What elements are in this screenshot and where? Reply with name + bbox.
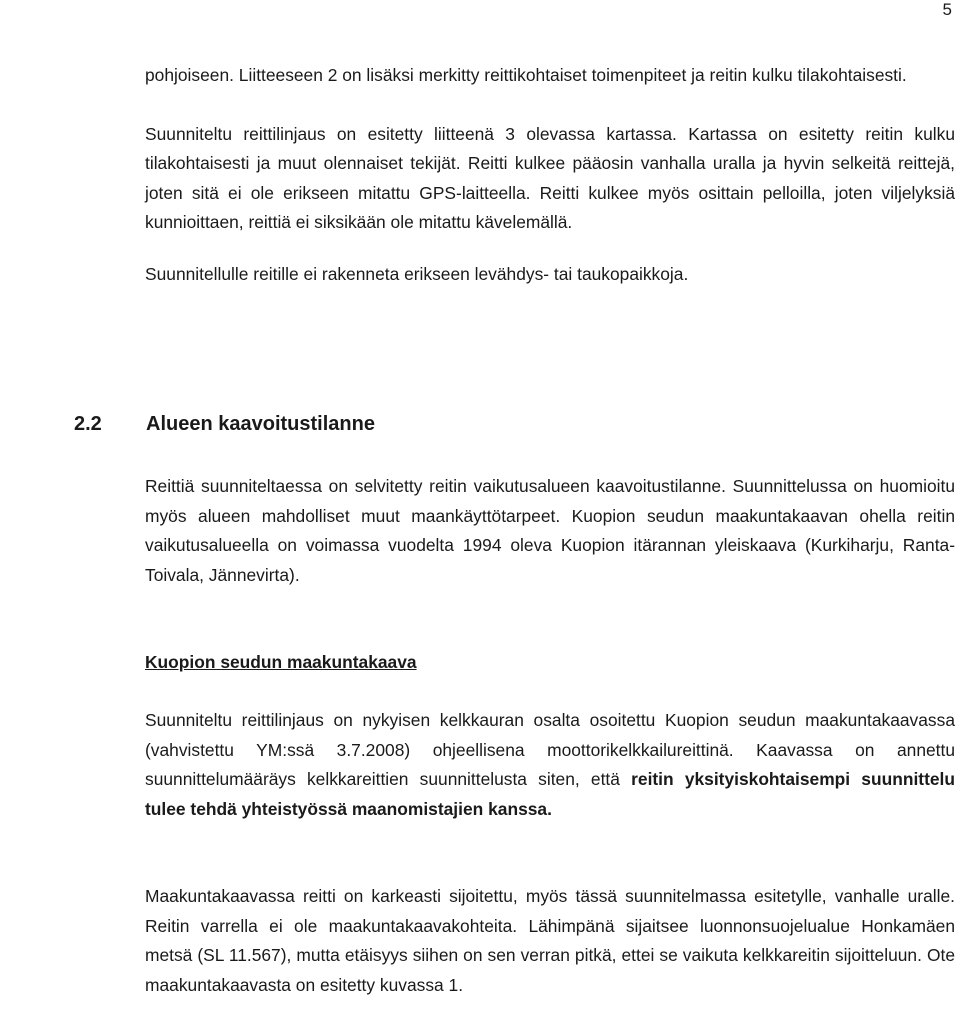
intro-paragraph-3: Suunnitellulle reitille ei rakenneta erikseen levähdys- tai taukopaikkoja. [145,263,689,284]
section-body [145,472,955,590]
subsection-paragraph-1 [145,706,955,824]
subsection-title: Kuopion seudun maakuntakaava [145,652,417,672]
subsection-paragraph-1-text: Suunniteltu reittilinjaus on nykyisen kelkkauran osalta osoitettu Kuopion seudun maakuntakaavassa (vahvistettu YM:ssä 3.7.2008) ohjeellisena moottorikelkkailureittinä. Kaavassa on annettu suunnittelumääräys kelkkareittien suunnittelusta siten, että [145,710,955,789]
intro-block [145,61,955,289]
subsection-body [145,706,955,824]
subsection-heading-block [145,648,955,678]
section-title: Alueen kaavoitustilanne [146,413,375,435]
intro-paragraph-1: pohjoiseen. Liitteeseen 2 on lisäksi merkitty reittikohtaiset toimenpiteet ja reitin kulku tilakohtaisesti. [145,65,907,85]
page-number: 5 [942,0,952,19]
section-number: 2.2 [74,413,102,435]
section-paragraph-1: Reittiä suunniteltaessa on selvitetty reitin vaikutusalueen kaavoitustilanne. Suunnittelussa on huomioitu myös alueen mahdolliset muut maankäyttötarpeet. Kuopion seudun maakuntakaavan ohella reitin vaikutusalueella on voimassa vuodelta 1994 oleva Kuopion itärannan yleiskaava (Kurkiharju, Ranta-Toivala, Jännevirta). [145,476,955,585]
intro-paragraph-2: Suunniteltu reittilinjaus on esitetty liitteenä 3 olevassa kartassa. Kartassa on esitetty reitin kulku tilakohtaisesti ja muut olennaiset tekijät. Reitti kulkee pääosin vanhalla uralla ja hyvin selkeitä reittejä, joten sitä ei ole erikseen mitattu GPS-laitteella. Reitti kulkee myös osittain pelloilla, joten viljelyksiä kunnioittaen, reittiä ei siksikään ole mitattu kävelemällä. [145,123,955,232]
subsection-paragraph-2: Maakuntakaavassa reitti on karkeasti sijoitettu, myös tässä suunnitelmassa esitetylle, vanhalle uralle. Reitin varrella ei ole maakuntakaavakohteita. Lähimpänä sijaitsee luonnonsuojelualue Honkamäen metsä (SL 11.567), mutta etäisyys siihen on sen verran pitkä, ettei se vaikuta kelkkareitin sijoitteluun. Ote maakuntakaavasta on esitetty kuvassa 1. [145,886,955,995]
subsection-paragraph-1-emphasis: reitin yksityiskohtaisempi suunnittelu tulee tehdä yhteistyössä maanomistajien kanssa. [145,769,956,819]
section-heading [74,407,375,441]
subsection-body-2 [145,882,955,1000]
